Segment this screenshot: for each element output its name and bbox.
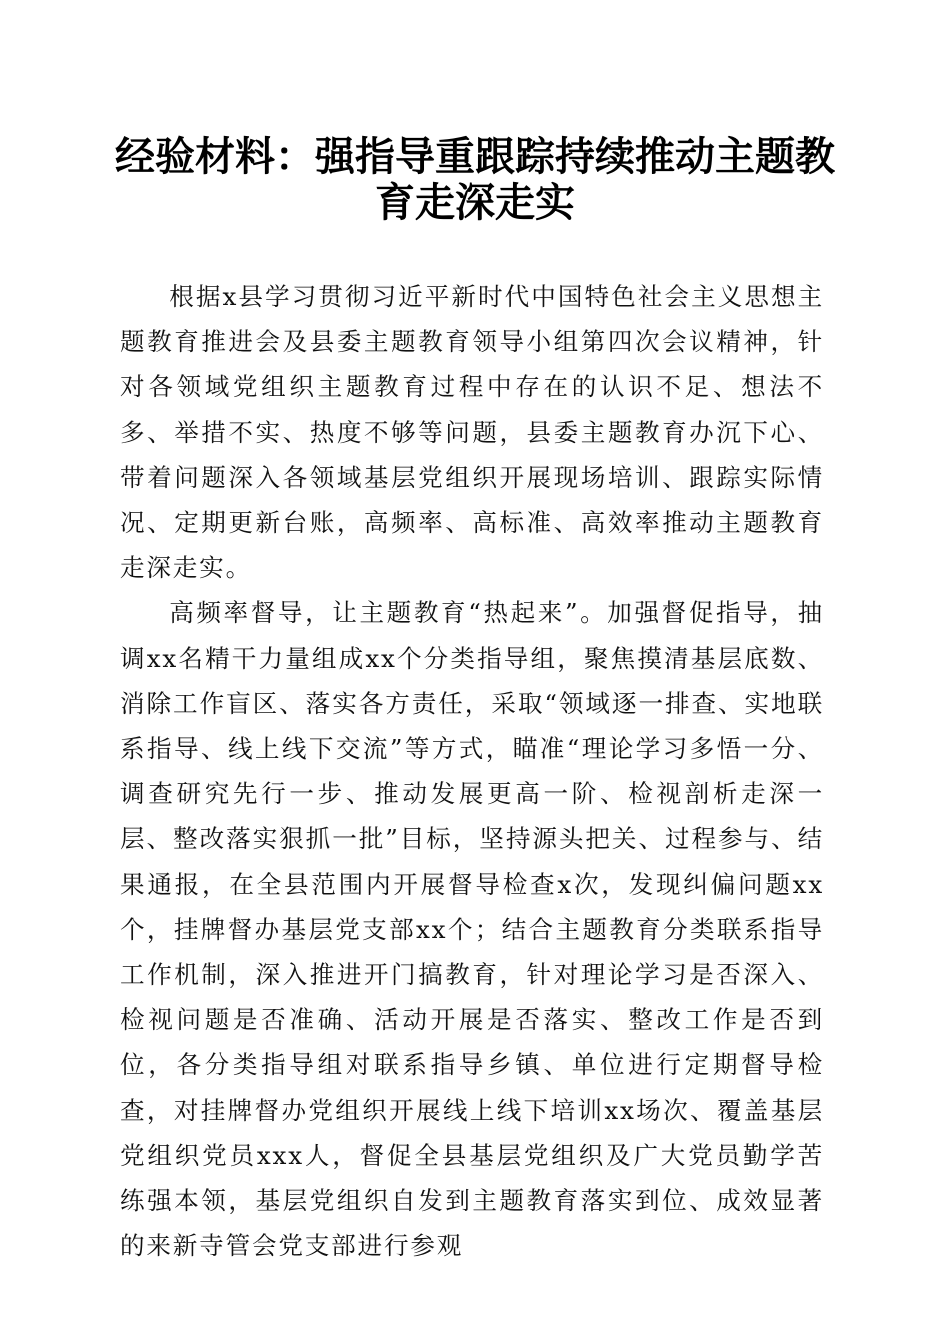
paragraph-intro: 根据x县学习贯彻习近平新时代中国特色社会主义思想主题教育推进会及县委主题教育领导小组第四次会议精神，针对各领域党组织主题教育过程中存在的认识不足、想法不多、举措不实、热度不够等问题，县委主题教育办沉下心、带着问题深入各领域基层党组织开展现场培训、跟踪实际情况、定期更新台账，高频率、高标准、高效率推动主题教育走深走实。 (120, 282, 824, 583)
paragraph-supervision: 高频率督导，让主题教育“热起来”。加强督促指导，抽调xx名精干力量组成xx个分类指导组，聚焦摸清基层底数、消除工作盲区、落实各方责任，采取“领域逐一排查、实地联系指导、线上线下交流”等方式，瞄准“理论学习多悟一分、调查研究先行一步、推动发展更高一阶、检视剖析走深一层、整改落实狠抓一批”目标，坚持源头把关、过程参与、结果通报，在全县范围内开展督导检查x次，发现纠偏问题xx个，挂牌督办基层党支部xx个；结合主题教育分类联系指导工作机制，深入推进开门搞教育，针对理论学习是否深入、检视问题是否准确、活动开展是否落实、整改工作是否到位，各分类指导组对联系指导乡镇、单位进行定期督导检查，对挂牌督办党组织开展线上线下培训xx场次、覆盖基层党组织党员xxx人，督促全县基层党组织及广大党员勤学苦练强本领，基层党组织自发到主题教育落实到位、成效显著的来新寺管会党支部进行参观 (120, 598, 824, 1261)
document-body (120, 274, 824, 1268)
document-title: 经验材料：强指导重跟踪持续推动主题教育走深走实 (115, 133, 835, 226)
